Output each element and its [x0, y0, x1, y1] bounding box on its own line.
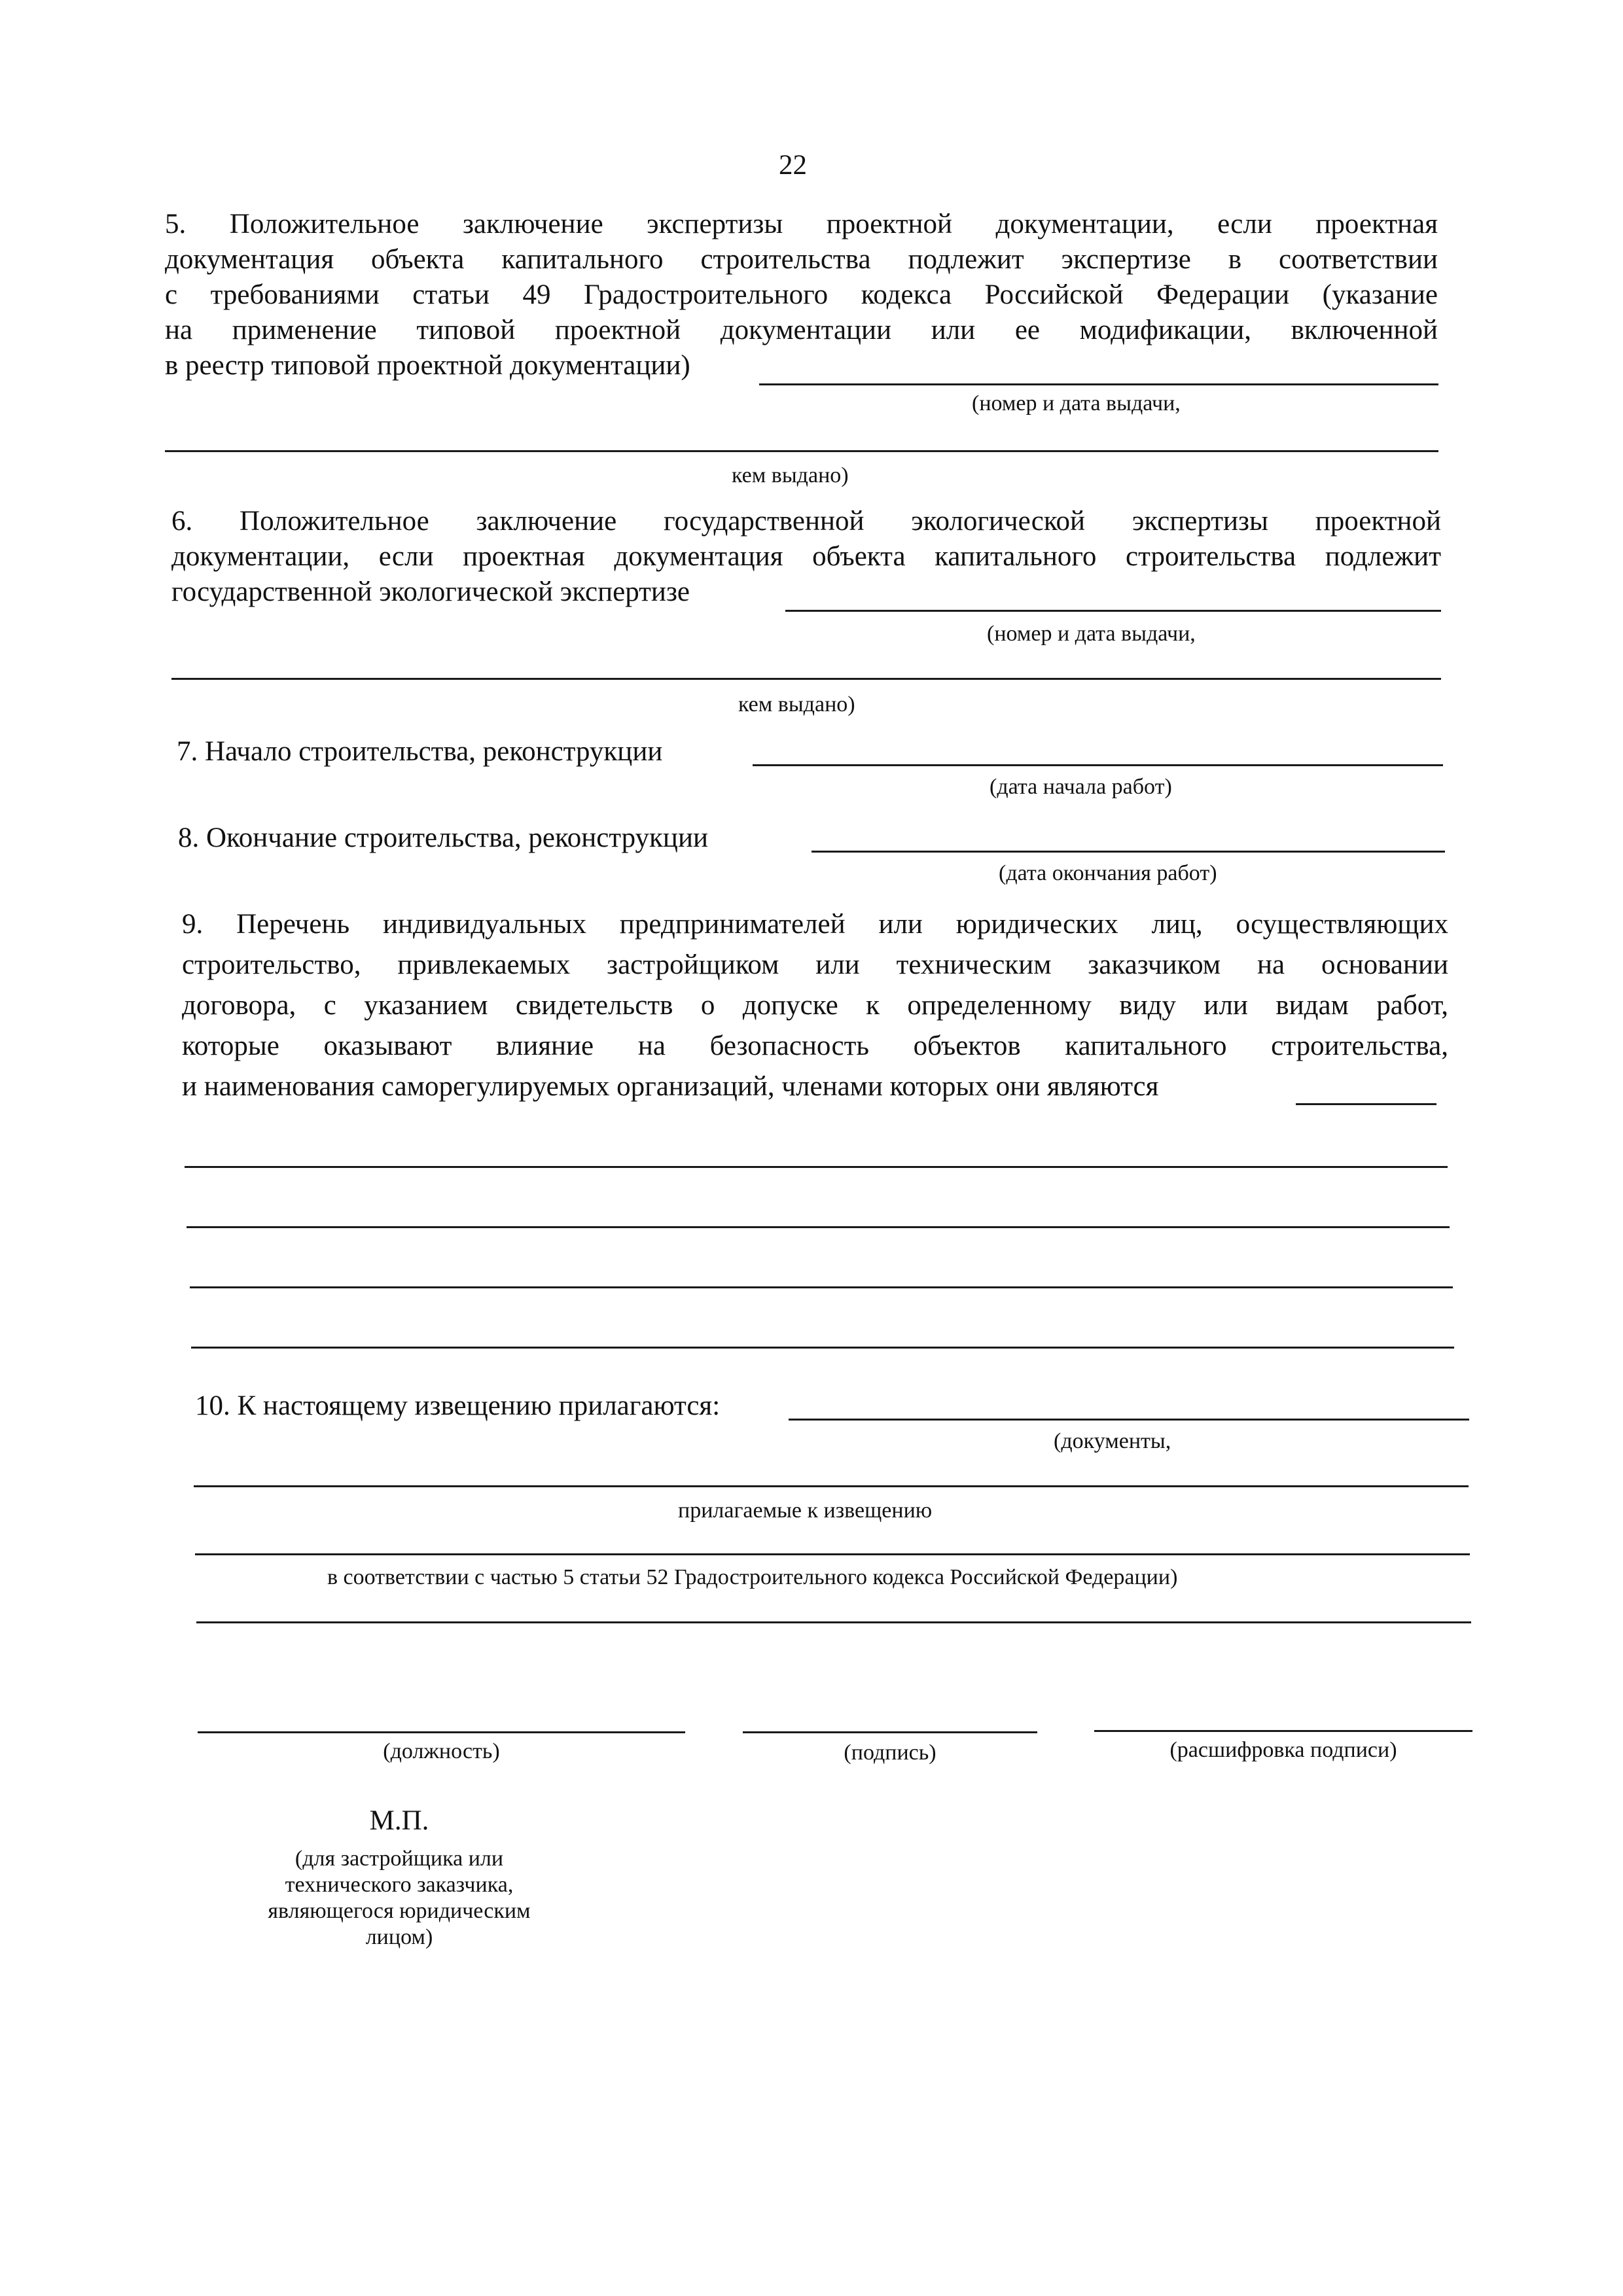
section-6-hint-number-date: (номер и дата выдачи,: [987, 622, 1196, 646]
section-10-blank-line-2[interactable]: [194, 1485, 1469, 1487]
section-9-line: строительство, привлекаемых застройщиком или техническим заказчиком на основании: [182, 949, 1448, 980]
stamp-note-line: технического заказчика,: [285, 1873, 514, 1897]
section-9-line: которые оказывают влияние на безопасность объектов капитального строительства,: [182, 1031, 1448, 1061]
section-9-blank-line[interactable]: [187, 1226, 1450, 1228]
stamp-title: М.П.: [369, 1805, 429, 1836]
section-10-hint-attached: прилагаемые к извещению: [678, 1498, 933, 1523]
section-9-blank-line[interactable]: [190, 1286, 1453, 1288]
section-5-hint-number-date: (номер и дата выдачи,: [972, 391, 1181, 415]
page-number: 22: [779, 150, 807, 181]
section-10-blank-line-4[interactable]: [196, 1621, 1471, 1623]
section-6-line: государственной экологической экспертизе: [171, 576, 690, 607]
section-9-line: 9. Перечень индивидуальных предпринимателей или юридических лиц, осуществляющих: [182, 909, 1448, 940]
section-5-line: 5. Положительное заключение экспертизы проектной документации, если проектная: [165, 209, 1438, 239]
section-8-blank-line[interactable]: [812, 851, 1445, 853]
stamp-note-line: лицом): [365, 1925, 433, 1949]
section-5-line: в реестр типовой проектной документации): [165, 350, 690, 381]
section-9-line: договора, с указанием свидетельств о допуске к определенному виду или видам работ,: [182, 990, 1448, 1021]
section-9-blank-line[interactable]: [185, 1166, 1448, 1168]
decoding-caption: (расшифровка подписи): [1169, 1738, 1397, 1762]
section-9-line: и наименования саморегулируемых организаций, членами которых они являются: [182, 1071, 1159, 1102]
signature-field-line[interactable]: [743, 1731, 1037, 1733]
section-9-blank-line[interactable]: [191, 1347, 1454, 1349]
section-10-hint-documents: (документы,: [1054, 1429, 1171, 1453]
section-6-blank-line-2[interactable]: [171, 678, 1441, 680]
stamp-note-line: (для застройщика или: [294, 1846, 504, 1871]
section-7-blank-line[interactable]: [753, 764, 1443, 766]
section-8-hint: (дата окончания работ): [999, 861, 1217, 885]
section-8-label: 8. Окончание строительства, реконструкции: [178, 822, 708, 853]
section-6-blank-line[interactable]: [785, 610, 1441, 612]
stamp-note-line: являющегося юридическим: [268, 1899, 531, 1923]
section-6-hint-issuer: кем выдано): [738, 692, 855, 716]
section-5-line: на применение типовой проектной документации или ее модификации, включенной: [165, 315, 1438, 345]
section-7-hint: (дата начала работ): [990, 775, 1172, 799]
section-6-line: 6. Положительное заключение государственной экологической экспертизы проектной: [171, 506, 1441, 537]
section-10-blank-line[interactable]: [789, 1419, 1469, 1421]
section-5-hint-issuer: кем выдано): [732, 463, 849, 487]
position-caption: (должность): [383, 1739, 500, 1763]
section-5-line: с требованиями статьи 49 Градостроительного кодекса Российской Федерации (указание: [165, 279, 1438, 310]
section-10-hint-law: в соответствии с частью 5 статьи 52 Градостроительного кодекса Российской Федерации): [327, 1565, 1178, 1589]
decoding-field-line[interactable]: [1094, 1730, 1472, 1732]
section-7-label: 7. Начало строительства, реконструкции: [177, 736, 663, 767]
section-10-label: 10. К настоящему извещению прилагаются:: [195, 1390, 721, 1421]
signature-caption: (подпись): [844, 1740, 936, 1765]
section-5-line: документация объекта капитального строительства подлежит экспертизе в соответствии: [165, 244, 1438, 275]
section-10-blank-line-3[interactable]: [195, 1553, 1470, 1555]
position-field-line[interactable]: [198, 1731, 685, 1733]
section-5-blank-line[interactable]: [759, 383, 1438, 385]
section-6-line: документации, если проектная документация объекта капитального строительства подлежит: [171, 541, 1441, 572]
section-5-blank-line-2[interactable]: [165, 450, 1438, 452]
section-9-blank-line[interactable]: [1296, 1103, 1436, 1105]
